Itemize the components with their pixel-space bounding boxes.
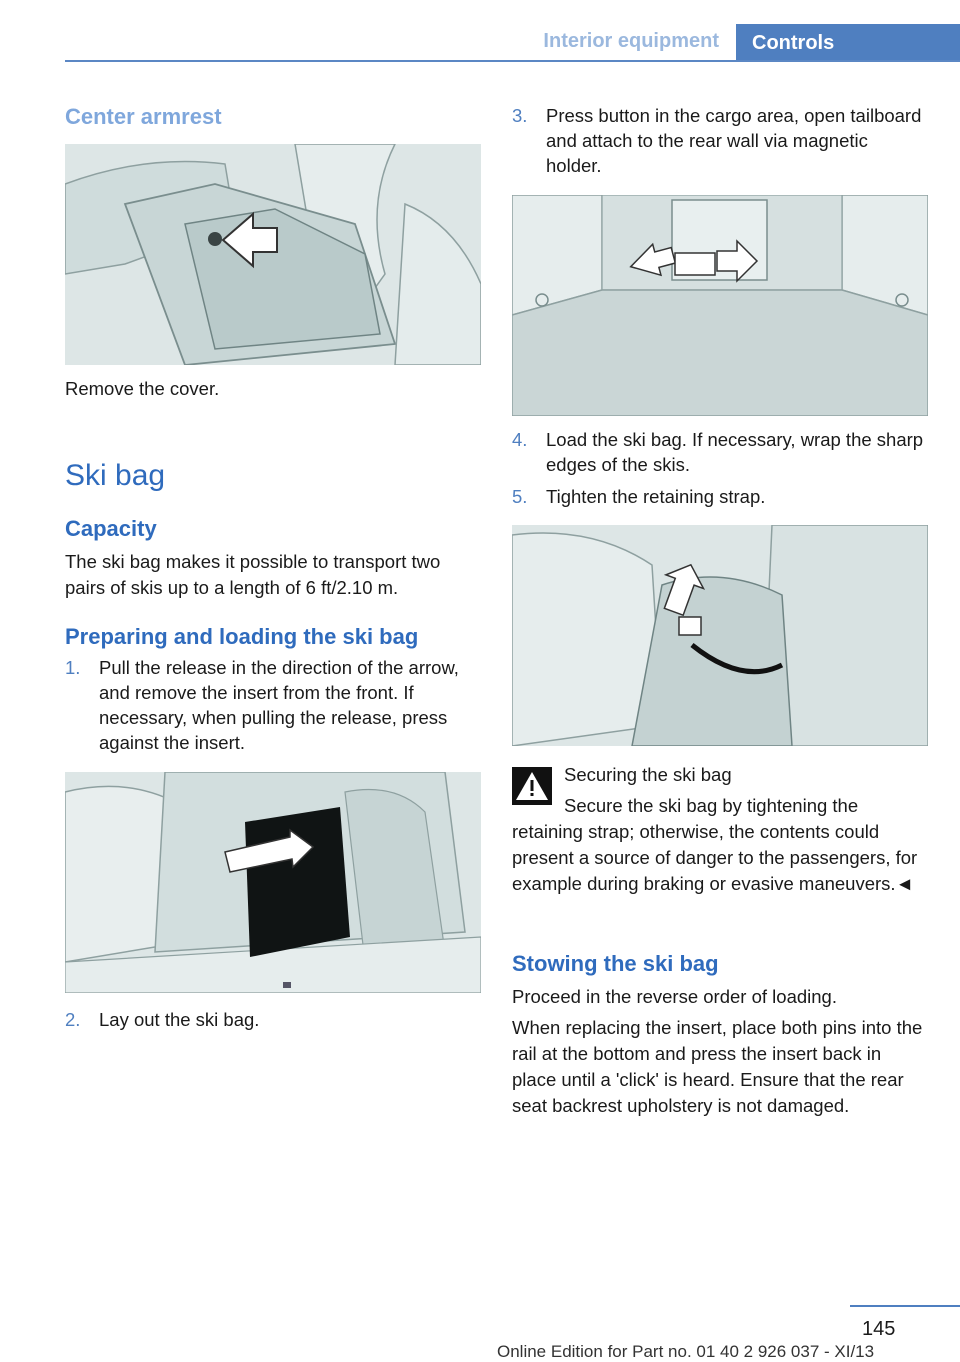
prep-heading: Preparing and loading the ski bag — [65, 624, 419, 649]
page-number: 145 — [862, 1318, 896, 1340]
step-1 — [65, 655, 481, 755]
header-tab-controls: Controls — [736, 24, 960, 62]
header-section-title: Interior equipment — [543, 30, 719, 52]
step-3 — [512, 103, 928, 183]
step-text: Tighten the retaining strap. — [546, 486, 766, 507]
step-text: Lay out the ski bag. — [99, 1009, 260, 1030]
armrest-caption: Remove the cover. — [65, 378, 220, 399]
step-text: Load the ski bag. If necessary, wrap the sharp edges of the skis. — [546, 429, 924, 475]
warning-title: Securing the ski bag — [564, 764, 732, 785]
strap-illustration — [512, 525, 928, 746]
stowing-heading: Stowing the ski bag — [512, 951, 719, 976]
step-text: Press button in the cargo area, open tailboard and attach to the rear wall via magnetic holder. — [546, 105, 922, 176]
stowing-text-2: When replacing the insert, place both pins into the rail at the bottom and press the insert back in place until a 'click' is heard. Ensure that the rear seat backrest upholstery is not damaged. — [512, 1017, 923, 1116]
step-text: Pull the release in the direction of the arrow, and remove the insert from the front. If necessary, when pulling the release, press against the insert. — [99, 657, 459, 753]
stowing-text-1: Proceed in the reverse order of loading. — [512, 986, 837, 1007]
step-number: 4. — [512, 429, 528, 450]
step-number: 5. — [512, 486, 528, 507]
footer-rule — [850, 1305, 960, 1307]
rear-seat-insert-illustration — [65, 772, 481, 993]
cargo-area-illustration — [512, 195, 928, 416]
header-rule — [65, 60, 960, 62]
step-number: 2. — [65, 1009, 81, 1030]
step-2 — [65, 1007, 481, 1037]
ski-bag-heading: Ski bag — [65, 459, 166, 492]
step-5 — [512, 484, 928, 512]
capacity-heading: Capacity — [65, 516, 157, 541]
armrest-heading: Center armrest — [65, 104, 222, 129]
edition-line: Online Edition for Part no. 01 40 2 926 037 - XI/13 — [497, 1342, 875, 1361]
step-number: 3. — [512, 105, 528, 126]
step-number: 1. — [65, 657, 81, 678]
warning-text: Secure the ski bag by tightening the retaining strap; otherwise, the contents could present a source of danger to the passengers, for example during braking or evasive maneuvers.◄ — [512, 795, 918, 894]
capacity-text: The ski bag makes it possible to transport two pairs of skis up to a length of 6 ft/2.10 m. — [65, 551, 441, 598]
armrest-illustration — [65, 144, 481, 365]
step-4 — [512, 427, 928, 479]
